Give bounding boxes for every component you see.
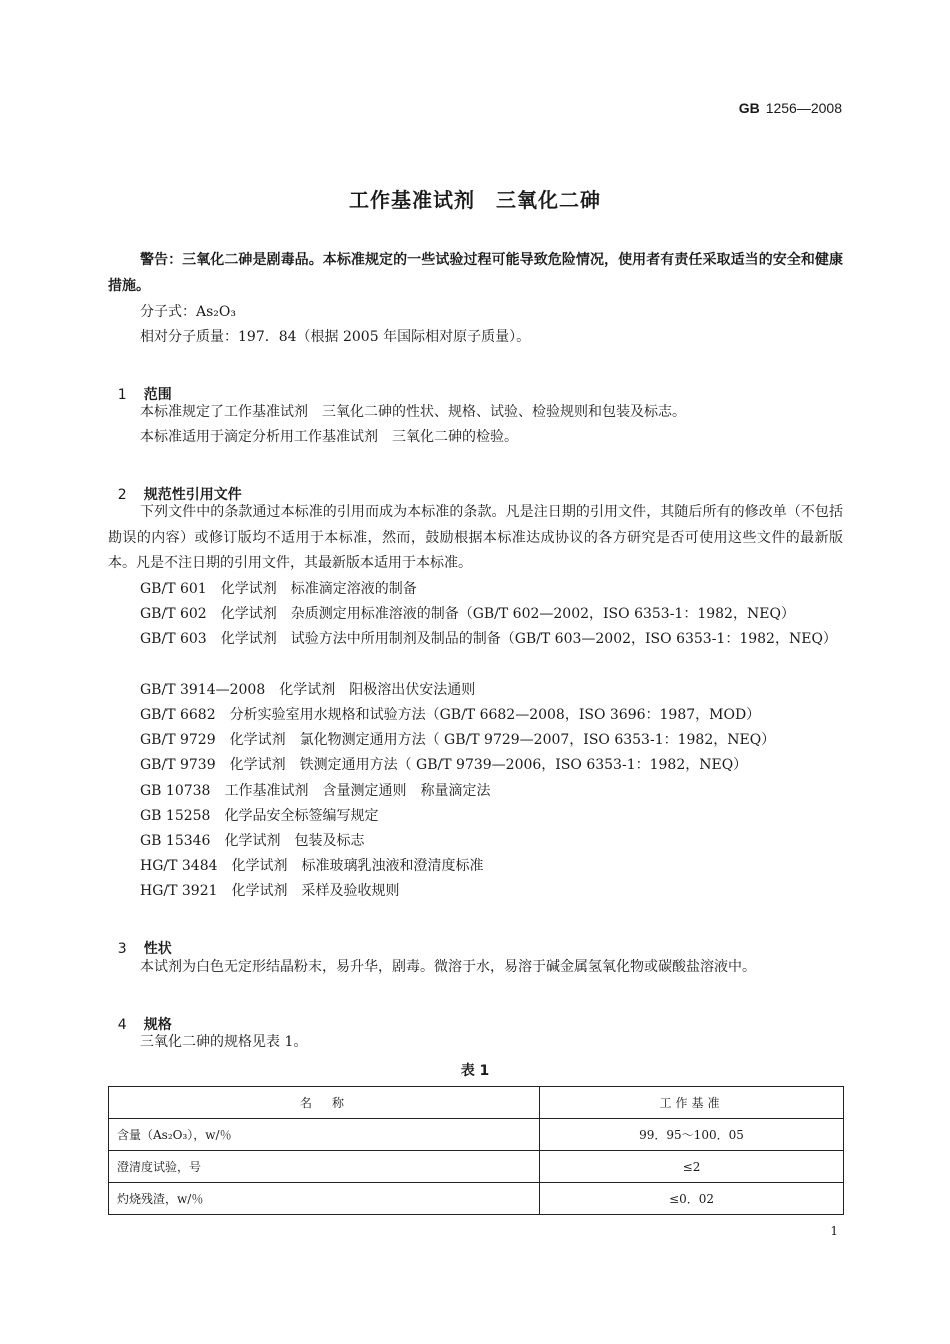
table-row	[109, 1151, 844, 1183]
section-number: 1	[117, 387, 127, 403]
formula-label: 分子式：	[140, 304, 196, 320]
table-row	[109, 1183, 844, 1215]
reference-item: GB/T 3914—2008 化学试剂 阳极溶出伏安法通则	[140, 682, 476, 698]
table-header-row	[109, 1087, 844, 1119]
table-header-name: 名 称	[109, 1087, 540, 1119]
reference-item: GB/T 6682 分析实验室用水规格和试验方法（GB/T 6682—2008，ISO 3696：1987，MOD）	[140, 707, 761, 723]
table-cell-name: 含量（As₂O₃），w/％	[109, 1119, 540, 1151]
spec-table	[108, 1086, 844, 1215]
page-number: 1	[830, 1224, 838, 1238]
section-heading-specifications	[108, 998, 172, 1034]
formula-text: As₂O₃	[196, 304, 236, 320]
reference-item: GB/T 601 化学试剂 标准滴定溶液的制备	[140, 581, 417, 597]
standard-code-prefix: GB	[738, 100, 760, 116]
table-cell-value: ≤2	[540, 1151, 844, 1183]
section-title: 性状	[143, 941, 172, 957]
reference-item: GB/T 602 化学试剂 杂质测定用标准溶液的制备（GB/T 602—2002，ISO 6353-1：1982，NEQ）	[140, 606, 795, 622]
table-cell-value: 99．95～100．05	[540, 1119, 844, 1151]
table-cell-value: ≤0．02	[540, 1183, 844, 1215]
table-row	[109, 1119, 844, 1151]
spec-intro: 三氧化二砷的规格见表 1。	[140, 1034, 308, 1050]
warning-paragraph: 警告：三氧化二砷是剧毒品。本标准规定的一些试验过程可能导致危险情况，使用者有责任采取适当的安全和健康措施。	[108, 252, 843, 294]
molecular-mass: 相对分子质量：197．84（根据 2005 年国际相对原子质量）。	[140, 329, 531, 345]
section-number: 3	[117, 941, 127, 957]
molecular-formula	[140, 300, 236, 326]
standard-code-number: 1256—2008	[765, 100, 842, 116]
section-title: 范围	[143, 387, 172, 403]
scope-line-1: 本标准规定了工作基准试剂 三氧化二砷的性状、规格、试验、检验规则和包装及标志。	[140, 404, 686, 420]
section-number: 4	[117, 1017, 127, 1033]
reference-item: HG/T 3921 化学试剂 采样及验收规则	[140, 883, 400, 899]
table-cell-name: 灼烧残渣，w/％	[109, 1183, 540, 1215]
reference-item: GB/T 9729 化学试剂 氯化物测定通用方法（ GB/T 9729—2007，ISO 6353-1：1982，NEQ）	[140, 732, 776, 748]
table-caption: 表 1	[460, 1063, 490, 1079]
section-number: 2	[117, 487, 127, 503]
table-header-standard: 工作基准	[540, 1087, 844, 1119]
reference-item: HG/T 3484 化学试剂 标准玻璃乳浊液和澄清度标准	[140, 858, 484, 874]
scope-line-2: 本标准适用于滴定分析用工作基准试剂 三氧化二砷的检验。	[140, 429, 518, 445]
reference-item: GB/T 603 化学试剂 试验方法中所用制剂及制品的制备（GB/T 603—2002，ISO 6353-1：1982，NEQ）	[140, 631, 837, 647]
table-cell-name: 澄清度试验，号	[109, 1151, 540, 1183]
reference-item: GB 10738 工作基准试剂 含量测定通则 称量滴定法	[140, 783, 491, 799]
standard-code	[739, 100, 842, 116]
section-heading-normative-references	[108, 468, 242, 504]
properties-paragraph: 本试剂为白色无定形结晶粉末，易升华，剧毒。微溶于水，易溶于碱金属氢氧化物或碳酸盐溶液中。	[140, 959, 756, 975]
reference-item: GB/T 9739 化学试剂 铁测定通用方法（ GB/T 9739—2006，ISO 6353-1：1982，NEQ）	[140, 757, 748, 773]
section-heading-scope	[108, 368, 172, 404]
section-title: 规范性引用文件	[143, 487, 242, 503]
section-title: 规格	[143, 1017, 172, 1033]
reference-item: GB 15258 化学品安全标签编写规定	[140, 808, 379, 824]
section-heading-properties	[108, 922, 172, 958]
normative-intro-paragraph: 下列文件中的条款通过本标准的引用而成为本标准的条款。凡是注日期的引用文件，其随后所有的修改单（不包括勘误的内容）或修订版均不适用于本标准，然而，鼓励根据本标准达成协议的各方研究是否可使用这些文件的最新版本。凡是不注日期的引用文件，其最新版本适用于本标准。	[108, 504, 843, 571]
document-title: 工作基准试剂 三氧化二砷	[349, 188, 601, 212]
reference-item: GB 15346 化学试剂 包装及标志	[140, 833, 365, 849]
